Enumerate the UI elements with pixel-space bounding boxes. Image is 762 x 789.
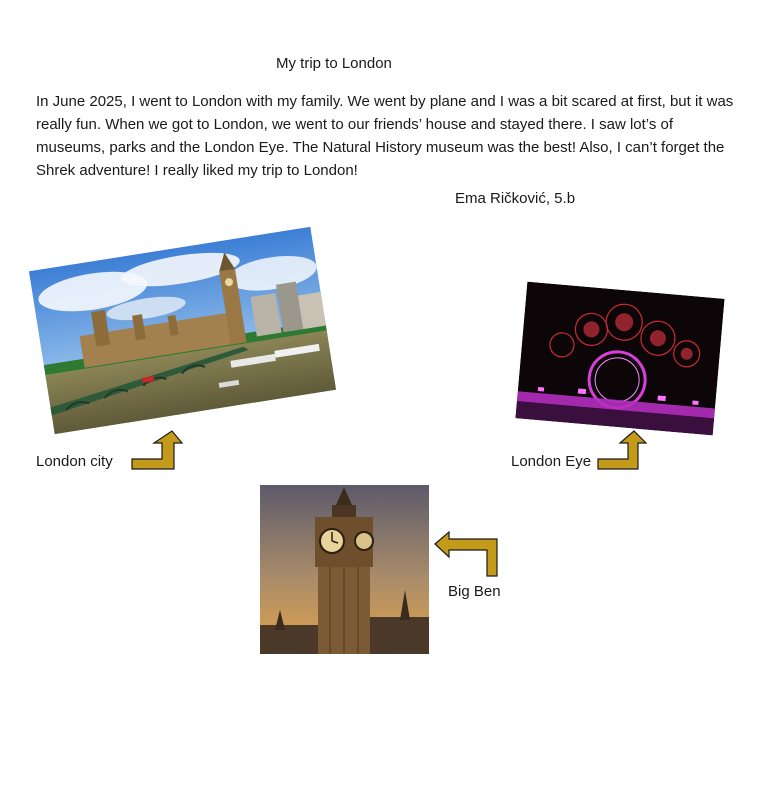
bent-arrow-icon bbox=[433, 530, 499, 578]
bent-arrow-icon bbox=[130, 429, 184, 471]
london-city-caption: London city bbox=[36, 453, 113, 470]
london-eye-caption: London Eye bbox=[511, 453, 592, 470]
london-eye-photo bbox=[515, 282, 724, 436]
document-paragraph: In June 2025, I went to London with my family. We went by plane and I was a bit scared at first, but it was really fun. When we got to London, we went to our friends’ house and stayed there. I saw lot’s of museums, parks and the London Eye. The Natural History museum was the best! Also, I can’t forget the Shrek adventure! I really liked my trip to London! bbox=[36, 93, 734, 179]
bent-arrow-icon bbox=[596, 429, 650, 471]
author-signature: Ema Ričković, 5.b bbox=[455, 190, 576, 207]
document-title: My trip to London bbox=[276, 55, 392, 72]
london-city-image bbox=[29, 227, 336, 435]
big-ben-photo bbox=[260, 485, 429, 654]
london-city-photo bbox=[29, 227, 336, 435]
big-ben-image bbox=[260, 485, 429, 654]
big-ben-caption: Big Ben bbox=[448, 583, 501, 600]
london-eye-image bbox=[515, 282, 724, 436]
